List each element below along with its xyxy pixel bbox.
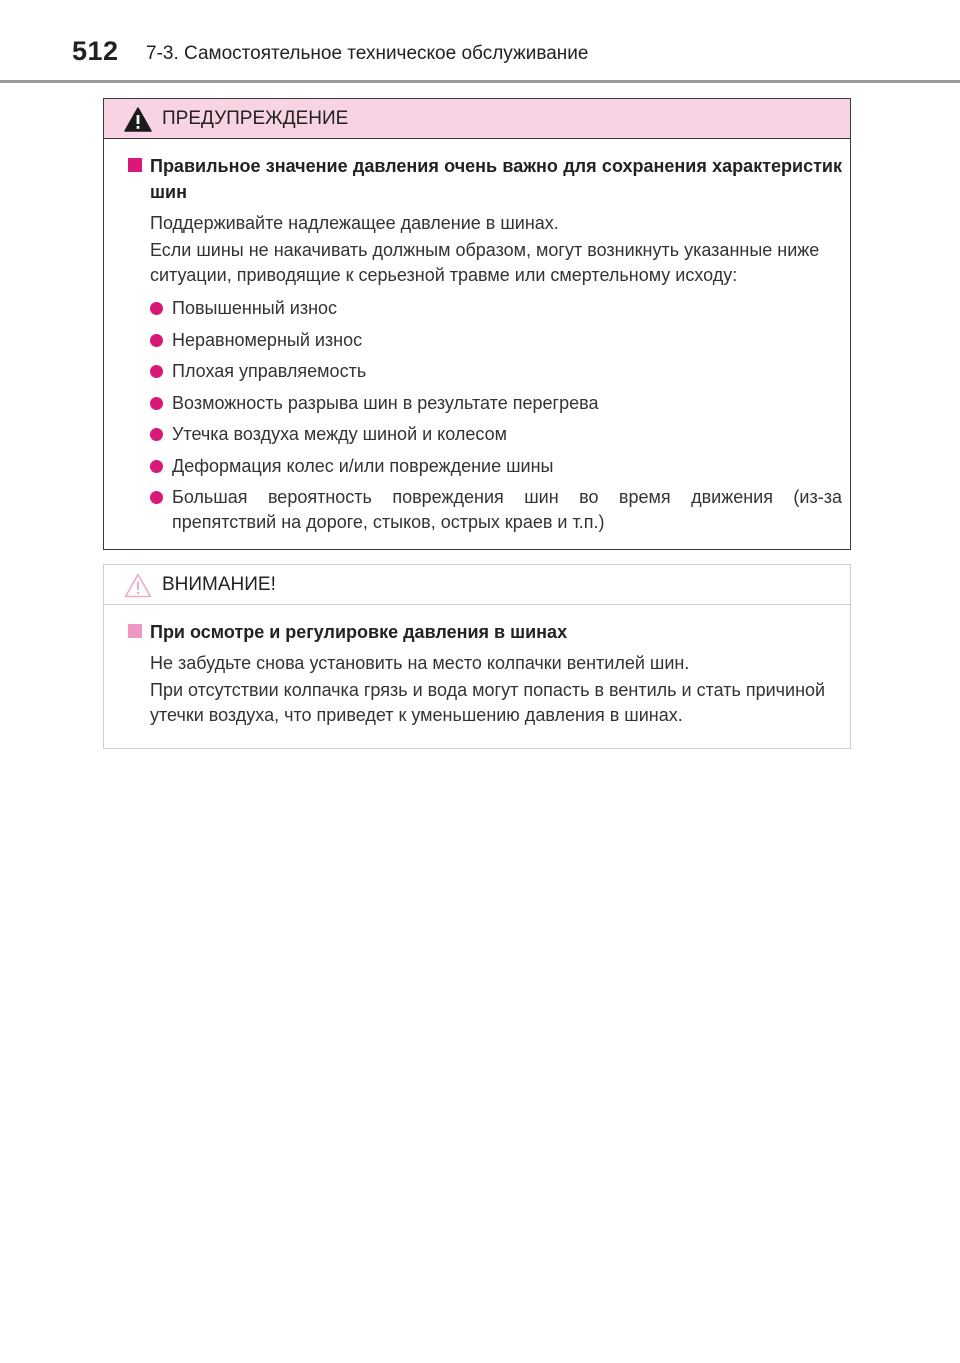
warning-title: ПРЕДУПРЕЖДЕНИЕ (162, 108, 349, 129)
bullet-dot-icon (150, 302, 163, 315)
warning-triangle-icon (124, 107, 152, 137)
warning-header (104, 99, 850, 139)
warning-paragraph: Если шины не накачивать должным образом, могут возникнуть указанные ниже ситуации, приводящие к серьезной травме или смертельному исходу: (150, 240, 820, 285)
square-bullet-icon (128, 624, 142, 638)
bullet-dot-icon (150, 397, 163, 410)
bullet-dot-icon (150, 428, 163, 441)
notice-title: ВНИМАНИЕ! (162, 574, 276, 595)
warning-paragraph: Поддерживайте надлежащее давление в шинах. (150, 213, 559, 233)
notice-header (104, 565, 850, 605)
bullet-dot-icon (150, 365, 163, 378)
section-title: 7-3. Самостоятельное техническое обслуживание (146, 43, 589, 64)
list-item: Большая вероятность повреждения шин во время движения (из-за препятствий на дороге, стыков, острых краев и т.п.) (128, 485, 842, 534)
warning-subheading: Правильное значение давления очень важно для сохранения характеристик шин (128, 153, 842, 205)
caution-triangle-icon (124, 573, 152, 603)
notice-subheading: При осмотре и регулировке давления в шинах (128, 619, 842, 645)
notice-box (103, 564, 851, 749)
square-bullet-icon (128, 158, 142, 172)
list-item: Возможность разрыва шин в результате перегрева (128, 391, 842, 416)
warning-bullet-list (128, 296, 842, 534)
list-item: Утечка воздуха между шиной и колесом (128, 422, 842, 447)
notice-paragraph: Не забудьте снова установить на место колпачки вентилей шин. (150, 653, 690, 673)
notice-body (104, 605, 850, 728)
list-item: Неравномерный износ (128, 328, 842, 353)
warning-body (104, 139, 850, 534)
notice-paragraph: При отсутствии колпачка грязь и вода могут попасть в вентиль и стать причиной утечки воздуха, что приведет к уменьшению давления в шинах. (150, 680, 826, 725)
page-number: 512 (72, 36, 119, 66)
list-item: Плохая управляемость (128, 359, 842, 384)
bullet-dot-icon (150, 491, 163, 504)
page-header (0, 0, 960, 83)
bullet-dot-icon (150, 334, 163, 347)
bullet-dot-icon (150, 460, 163, 473)
warning-box (103, 98, 851, 550)
list-item: Повышенный износ (128, 296, 842, 321)
list-item: Деформация колес и/или повреждение шины (128, 454, 842, 479)
